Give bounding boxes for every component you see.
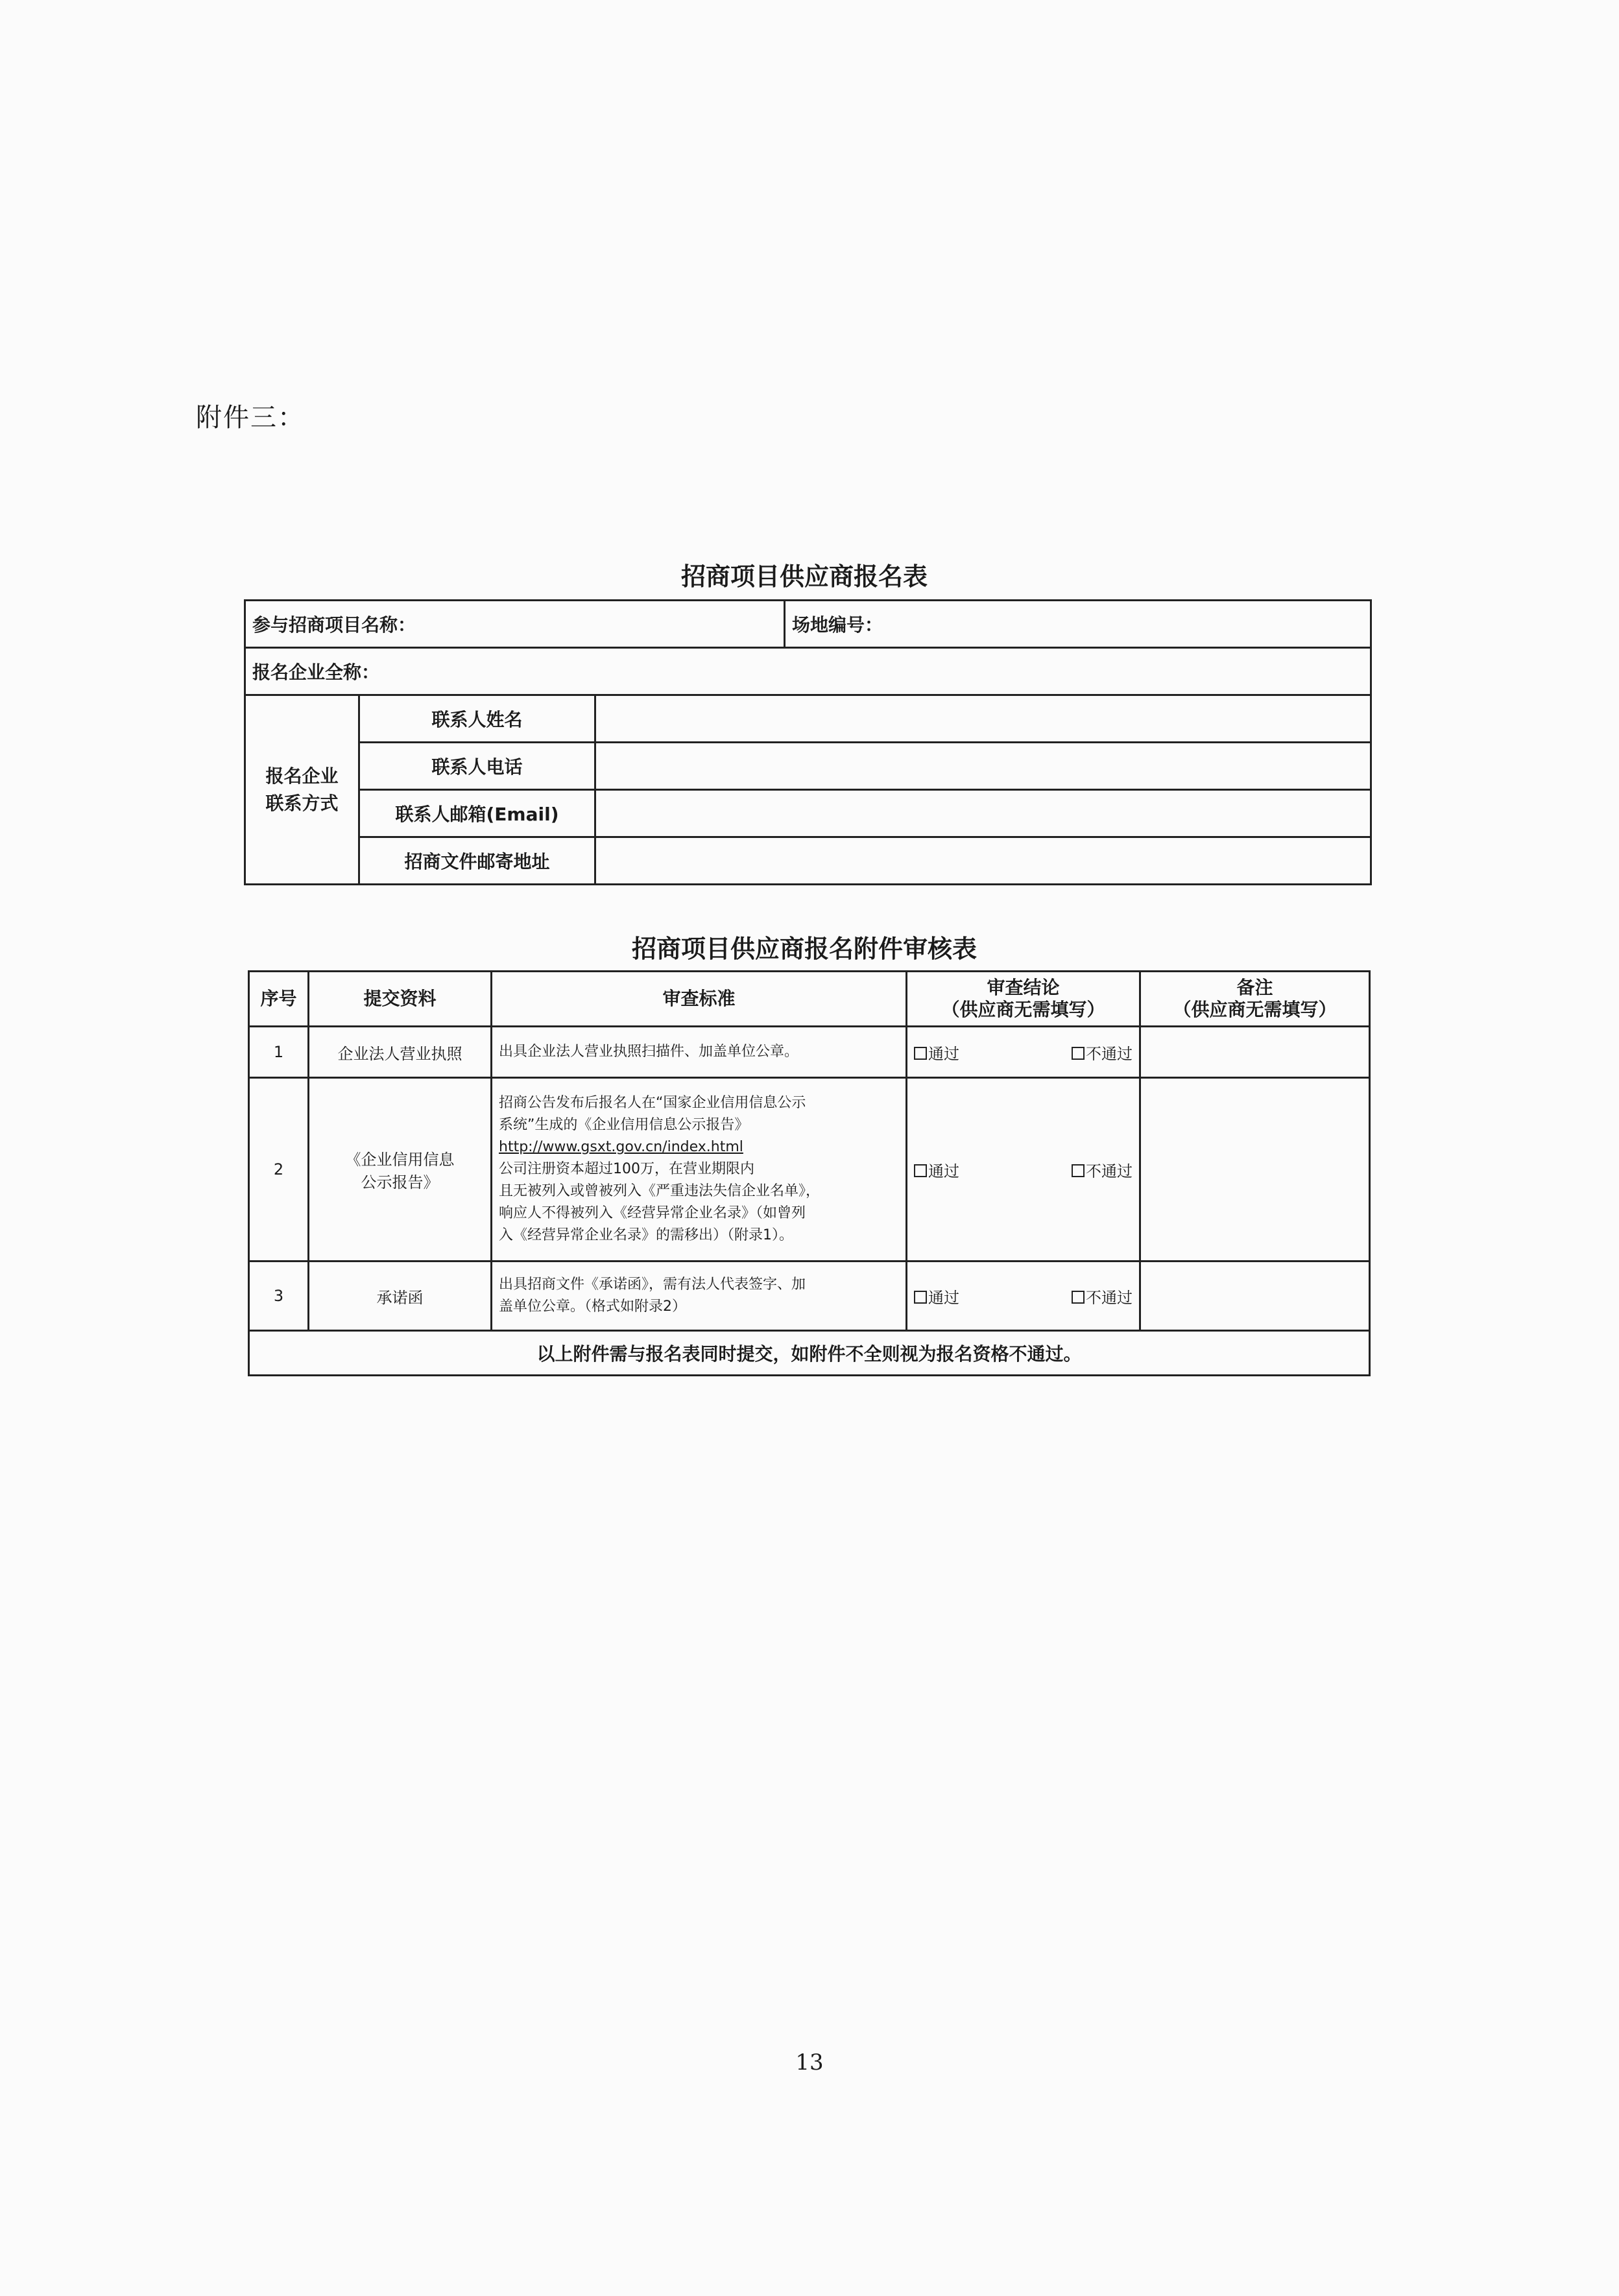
header-seq: 序号 — [249, 972, 309, 1027]
contact-row — [245, 743, 1371, 790]
row-seq: 2 — [249, 1078, 309, 1262]
page-number: 13 — [795, 2050, 824, 2075]
row-seq: 3 — [249, 1262, 309, 1331]
pass-checkbox[interactable]: 通过 — [914, 1285, 959, 1308]
checkbox-icon — [914, 1291, 927, 1304]
contact-phone-field[interactable] — [595, 743, 1371, 790]
project-row — [245, 601, 1371, 648]
fail-checkbox[interactable]: 不通过 — [1072, 1285, 1133, 1308]
checkbox-icon — [1072, 1164, 1085, 1177]
table-row — [249, 1262, 1370, 1331]
pass-checkbox[interactable]: 通过 — [914, 1041, 959, 1064]
contact-row — [245, 837, 1371, 885]
review-form-title: 招商项目供应商报名附件审核表 — [631, 935, 977, 963]
review-footer-note: 以上附件需与报名表同时提交，如附件不全则视为报名资格不通过。 — [249, 1331, 1370, 1376]
contact-row — [245, 790, 1371, 837]
table-row — [249, 1027, 1370, 1078]
row-remark[interactable] — [1140, 1078, 1370, 1262]
contact-name-field[interactable] — [595, 695, 1371, 743]
checkbox-icon — [1072, 1047, 1085, 1060]
header-conclusion: 审查结论 （供应商无需填写） — [907, 972, 1140, 1027]
mailing-address-label: 招商文件邮寄地址 — [359, 837, 595, 885]
row-standard: 出具招商文件《承诺函》，需有法人代表签字、加 盖单位公章。（格式如附录2） — [492, 1262, 907, 1331]
table-row — [249, 1078, 1370, 1262]
header-material: 提交资料 — [309, 972, 492, 1027]
row-material: 承诺函 — [309, 1262, 492, 1331]
company-row — [245, 648, 1371, 695]
contact-row — [245, 695, 1371, 743]
registration-form-title: 招商项目供应商报名表 — [680, 562, 928, 591]
row-standard: 招商公告发布后报名人在“国家企业信用信息公示 系统”生成的《企业信用信息公示报告》 http://www.gsxt.gov.cn/index.html 公司注册资本超过100万，在营业期限内 且无被列入或曾被列入《严重违法失信企业名单》， 响应人不得被列入《经营异常企业名录》（如曾列 入《经营异常企业名录》的需移出）（附录1）。 — [492, 1078, 907, 1262]
row-conclusion — [907, 1262, 1140, 1331]
header-standard: 审查标准 — [492, 972, 907, 1027]
checkbox-icon — [1072, 1291, 1085, 1304]
site-number-field[interactable] — [785, 601, 1371, 648]
review-header-row — [249, 972, 1370, 1027]
review-form — [248, 970, 1371, 1376]
review-footer-row — [249, 1331, 1370, 1376]
company-name-field[interactable] — [245, 648, 1371, 695]
site-number-label: 场地编号： — [792, 614, 883, 636]
project-name-field[interactable] — [245, 601, 785, 648]
contact-group-label: 报名企业 联系方式 — [245, 695, 359, 885]
row-conclusion — [907, 1078, 1140, 1262]
contact-phone-label: 联系人电话 — [359, 743, 595, 790]
row-conclusion — [907, 1027, 1140, 1078]
row-standard: 出具企业法人营业执照扫描件、加盖单位公章。 — [492, 1027, 907, 1078]
contact-email-label: 联系人邮箱(Email) — [359, 790, 595, 837]
company-name-label: 报名企业全称： — [252, 662, 380, 683]
checkbox-icon — [914, 1047, 927, 1060]
registration-form — [244, 599, 1372, 885]
row-remark[interactable] — [1140, 1262, 1370, 1331]
fail-checkbox[interactable]: 不通过 — [1072, 1041, 1133, 1064]
contact-name-label: 联系人姓名 — [359, 695, 595, 743]
row-material: 《企业信用信息 公示报告》 — [309, 1078, 492, 1262]
row-seq: 1 — [249, 1027, 309, 1078]
mailing-address-field[interactable] — [595, 837, 1371, 885]
checkbox-icon — [914, 1164, 927, 1177]
row-material: 企业法人营业执照 — [309, 1027, 492, 1078]
gsxt-link[interactable]: http://www.gsxt.gov.cn/index.html — [499, 1139, 743, 1155]
row-remark[interactable] — [1140, 1027, 1370, 1078]
attachment-label: 附件三： — [196, 403, 305, 433]
project-name-label: 参与招商项目名称： — [252, 614, 416, 636]
header-remark: 备注 （供应商无需填写） — [1140, 972, 1370, 1027]
contact-email-field[interactable] — [595, 790, 1371, 837]
fail-checkbox[interactable]: 不通过 — [1072, 1158, 1133, 1181]
pass-checkbox[interactable]: 通过 — [914, 1158, 959, 1181]
